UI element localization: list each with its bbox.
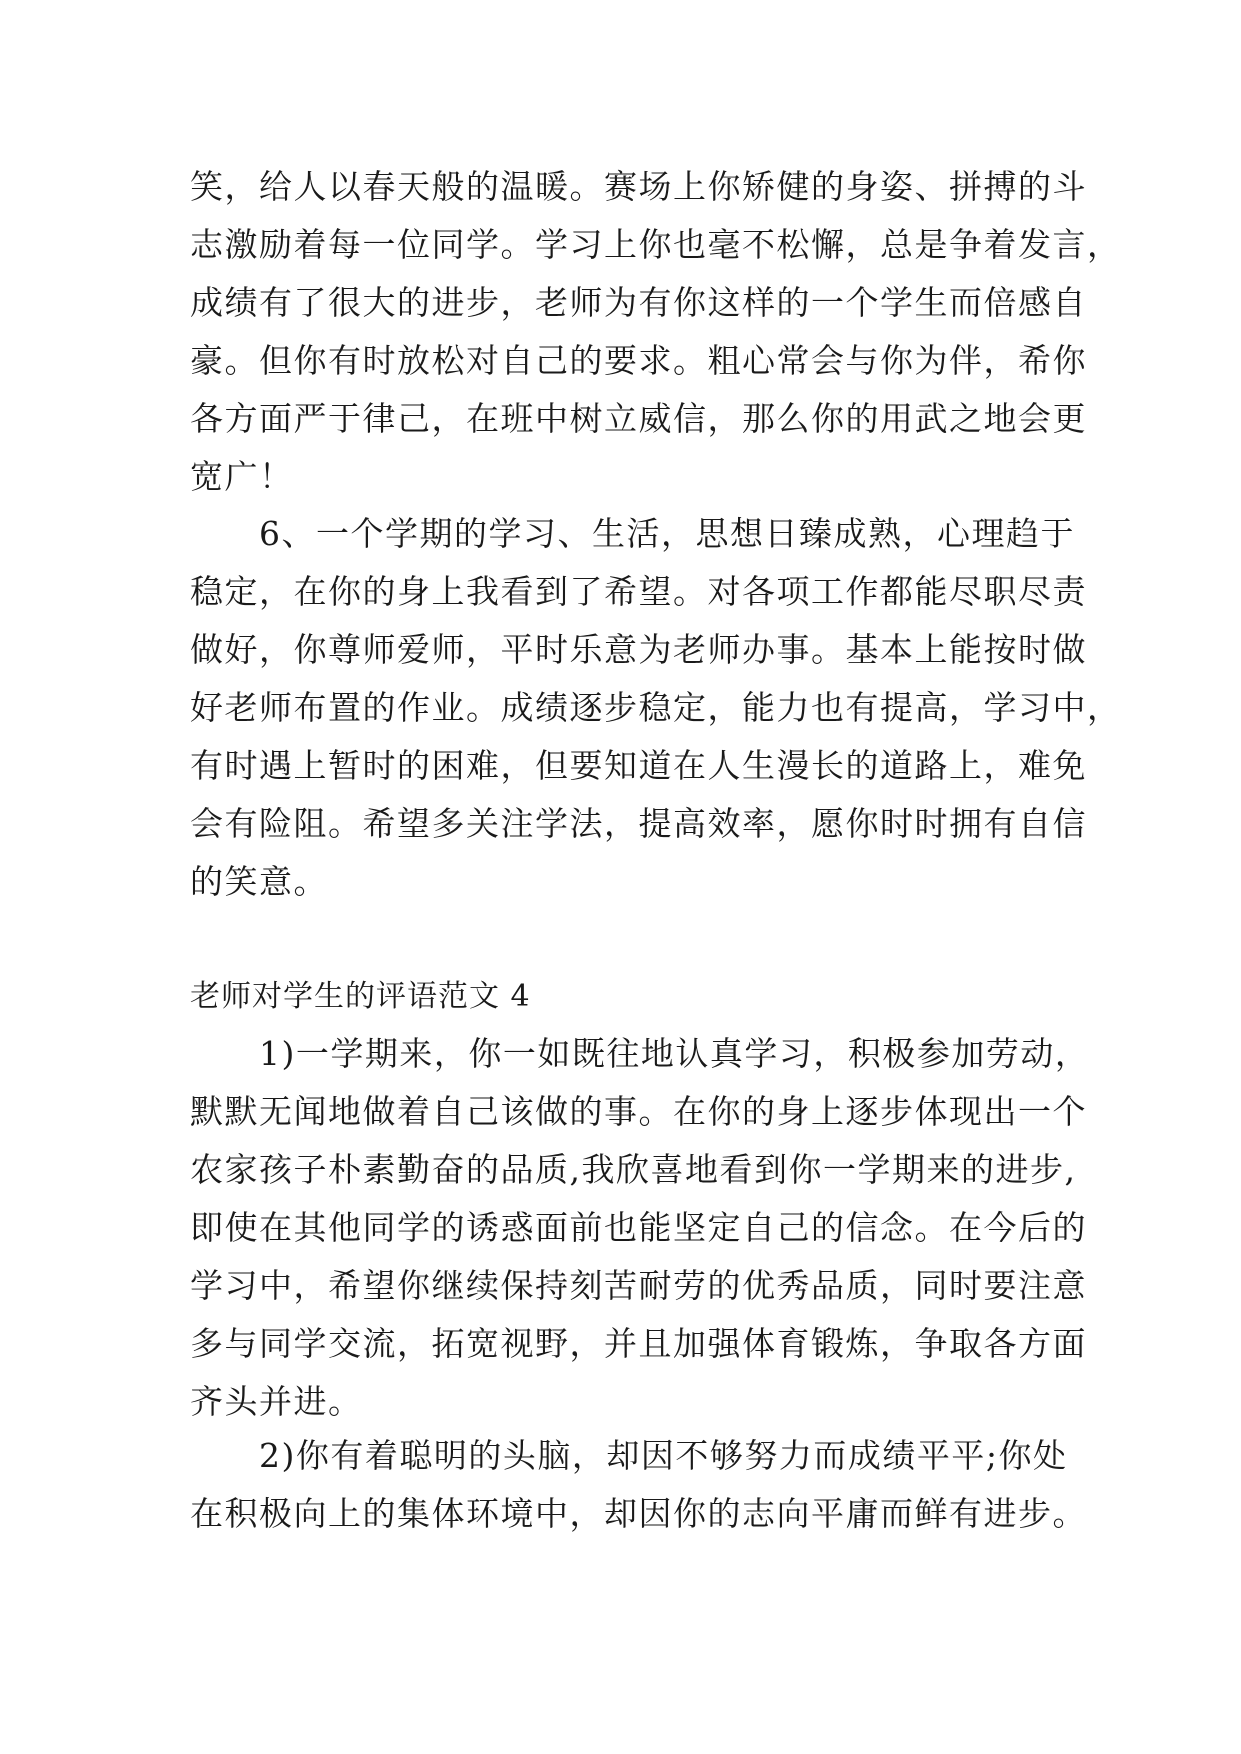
paragraph-6: [190, 505, 1122, 911]
text-line: 即使在其他同学的诱惑面前也能坚定自己的信念。在今后的: [190, 1208, 1087, 1247]
text-line: 好老师布置的作业。成绩逐步稳定，能力也有提高，学习中，: [190, 688, 1122, 727]
text-line: 在积极向上的集体环境中，却因你的志向平庸而鲜有进步。: [190, 1494, 1087, 1533]
text-line: 笑，给人以春天般的温暖。赛场上你矫健的身姿、拼搏的斗: [190, 167, 1087, 206]
text-line: 默默无闻地做着自己该做的事。在你的身上逐步体现出一个: [190, 1092, 1087, 1131]
text-line: 2)你有着聪明的头脑，却因不够努力而成绩平平;你处: [190, 1436, 1068, 1475]
paragraph-1: [190, 1025, 1090, 1431]
text-line: 豪。但你有时放松对自己的要求。粗心常会与你为伴，希你: [190, 341, 1087, 380]
text-line: 的笑意。: [190, 862, 328, 901]
paragraph-2: [190, 1427, 1087, 1543]
text-line: 做好，你尊师爱师，平时乐意为老师办事。基本上能按时做: [190, 630, 1087, 669]
text-line: 6、一个学期的学习、生活，思想日臻成熟，心理趋于: [190, 514, 1075, 553]
text-line: 会有险阻。希望多关注学法，提高效率，愿你时时拥有自信: [190, 804, 1087, 843]
text-line: 宽广！: [190, 457, 294, 496]
text-line: 有时遇上暂时的困难，但要知道在人生漫长的道路上，难免: [190, 746, 1087, 785]
paragraph-continued: [190, 158, 1122, 506]
section-heading: 老师对学生的评语范文 4: [190, 979, 531, 1014]
text-line: 各方面严于律己，在班中树立威信，那么你的用武之地会更: [190, 399, 1087, 438]
text-line: 成绩有了很大的进步，老师为有你这样的一个学生而倍感自: [190, 283, 1087, 322]
text-line: 多与同学交流，拓宽视野，并且加强体育锻炼，争取各方面: [190, 1324, 1087, 1363]
text-line: 齐头并进。: [190, 1382, 363, 1421]
text-line: 志激励着每一位同学。学习上你也毫不松懈，总是争着发言，: [190, 225, 1122, 264]
text-line: 1)一学期来，你一如既往地认真学习，积极参加劳动，: [190, 1034, 1090, 1073]
text-line: 稳定，在你的身上我看到了希望。对各项工作都能尽职尽责: [190, 572, 1087, 611]
text-line: 学习中，希望你继续保持刻苦耐劳的优秀品质，同时要注意: [190, 1266, 1087, 1305]
text-line: 农家孩子朴素勤奋的品质,我欣喜地看到你一学期来的进步,: [190, 1150, 1077, 1189]
